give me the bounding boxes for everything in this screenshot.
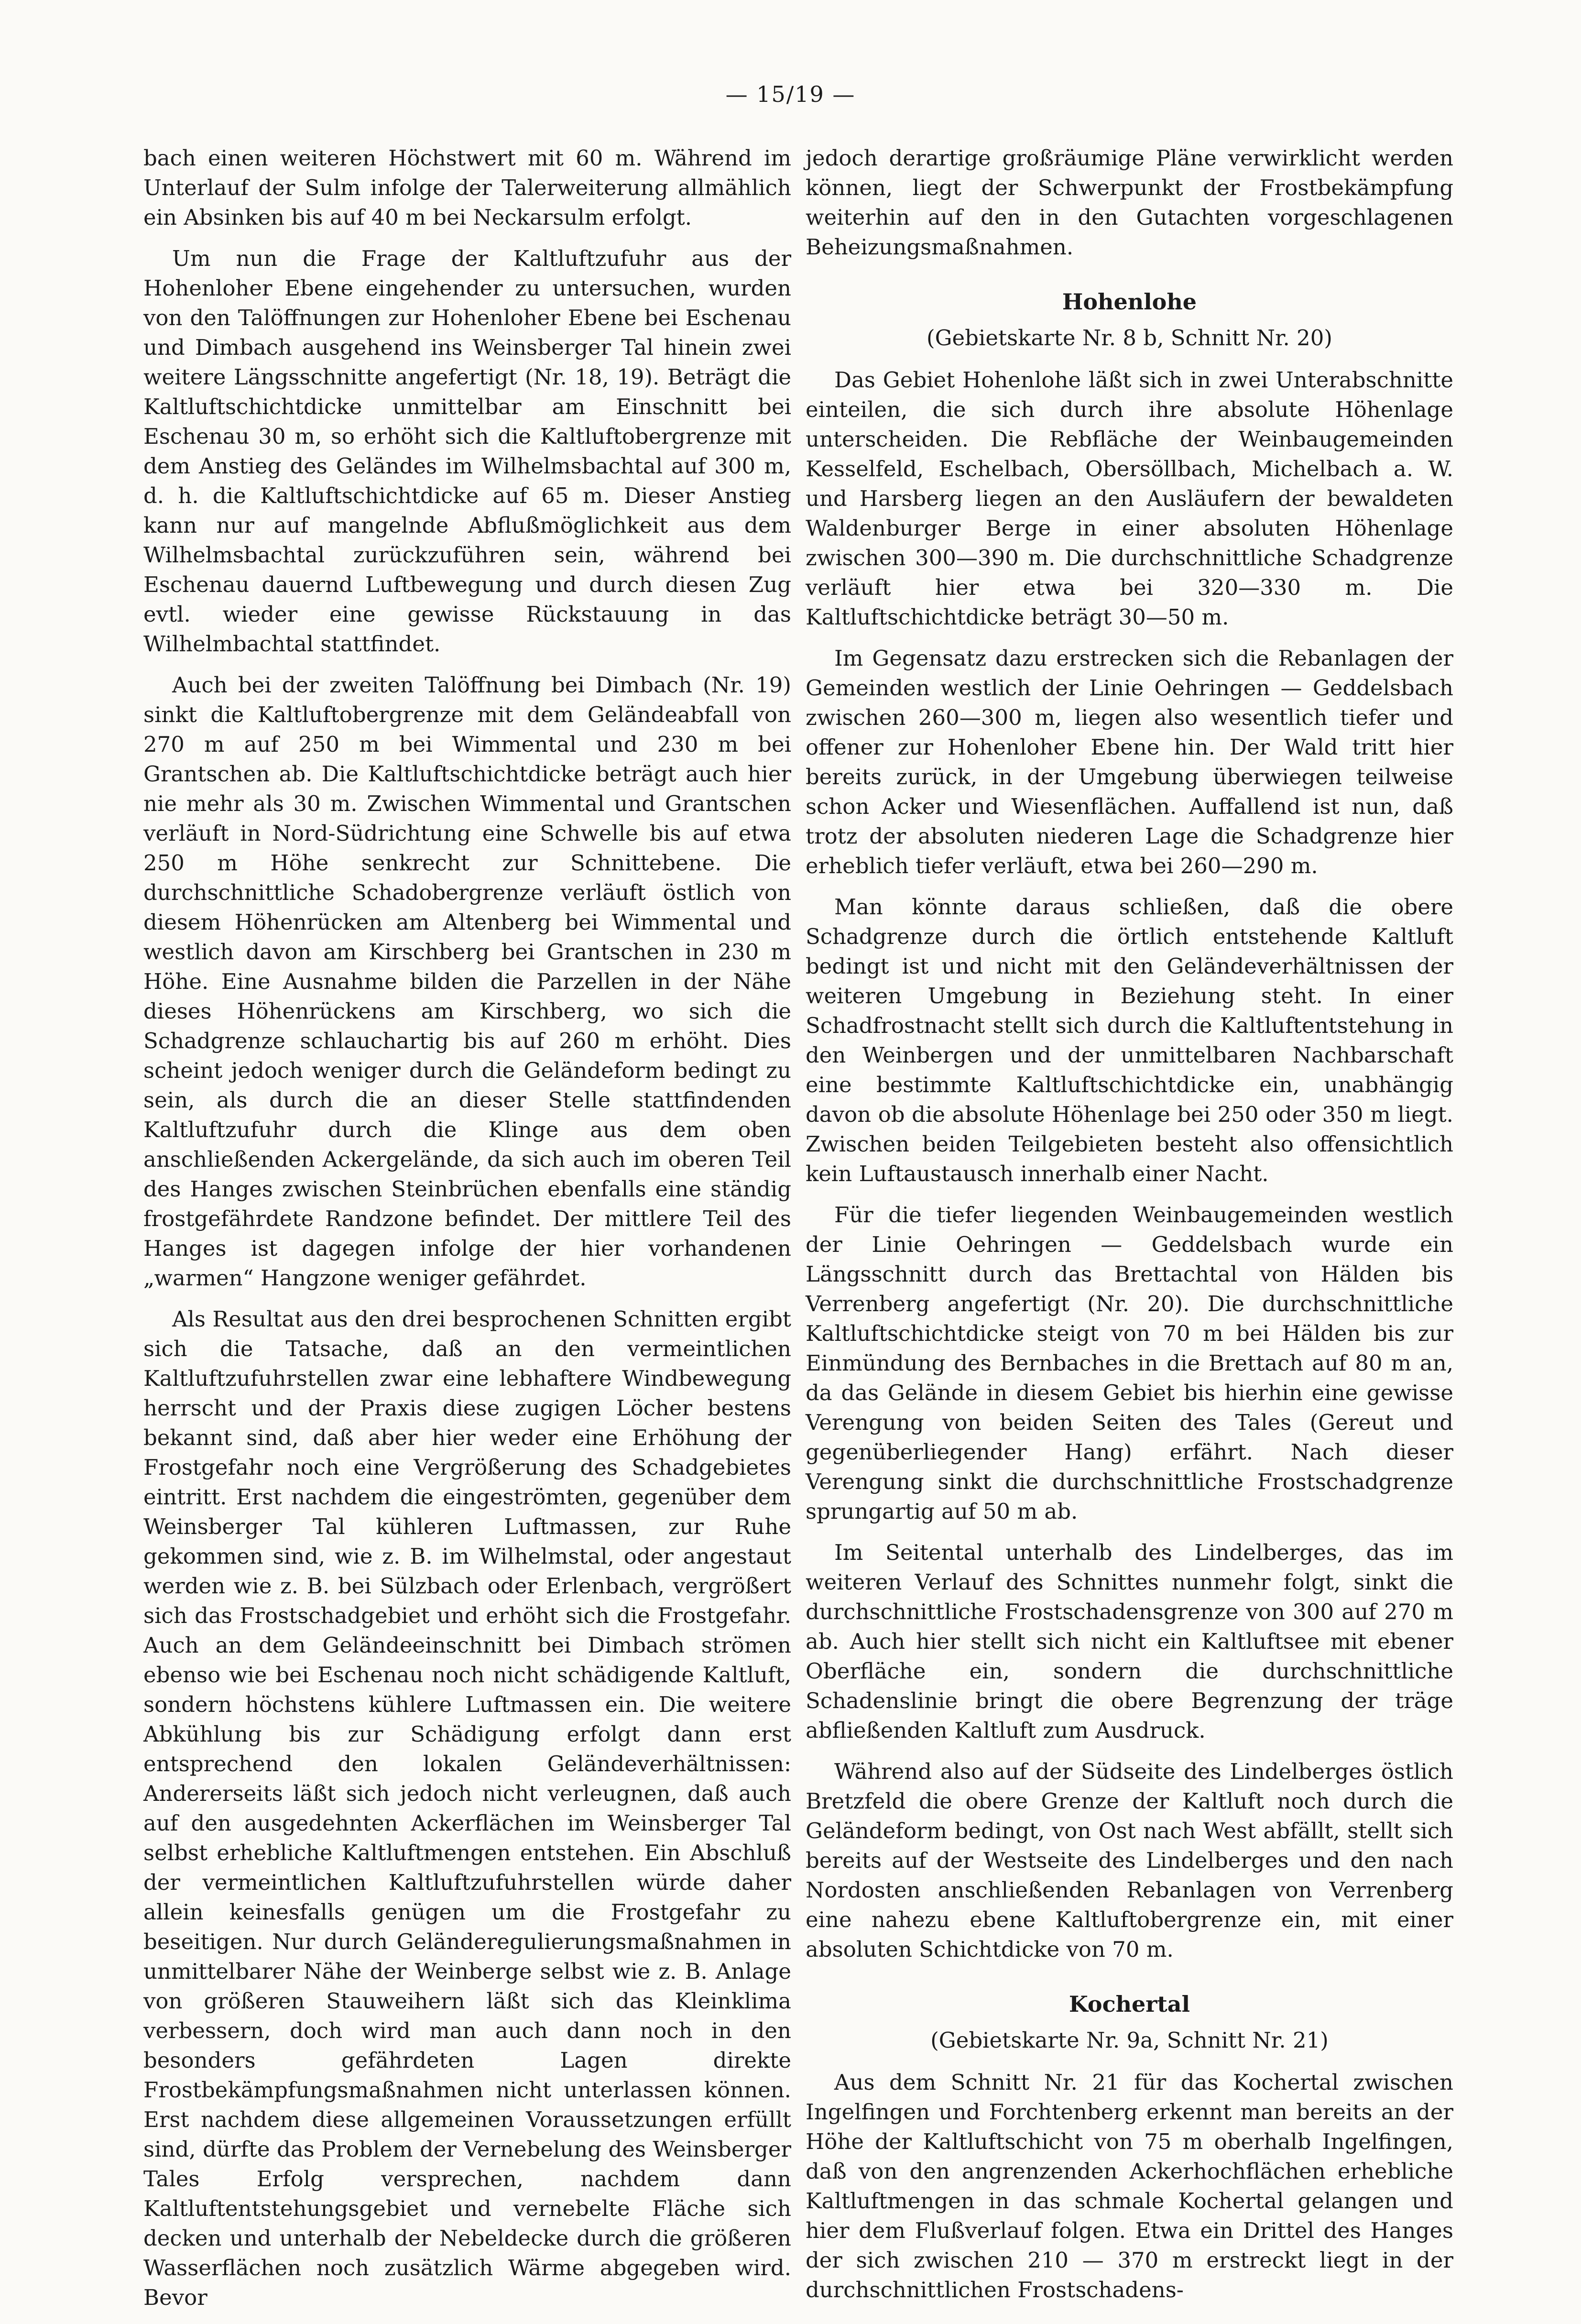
paragraph: Für die tiefer liegenden Weinbaugemeinden westlich der Linie Oehringen — Geddelsbach wurde ein Längsschnitt durch das Brettachtal von Hälden bis Verrenberg angefertigt (Nr. 20). Die durchschnittliche Kaltluftschichtdicke steigt von 70 m bei Hälden bis zur Einmündung des Bernbaches in die Brettach auf 80 m an, da das Gelände in diesem Gebiet bis hierhin eine gewisse Verengung von beiden Seiten des Tales (Gereut und gegenüberliegender Hang) erfährt. Nach dieser Verengung sinkt die durchschnittliche Frostschadgrenze sprungartig auf 50 m ab.: [806, 1202, 1453, 1524]
paragraph: Das Gebiet Hohenlohe läßt sich in zwei Unterabschnitte einteilen, die sich durch ihre absolute Höhenlage unterscheiden. Die Rebfläche der Weinbaugemeinden Kesselfeld, Eschelbach, Obersöllbach, Michelbach a. W. und Harsberg liegen an den Ausläufern der bewaldeten Waldenburger Berge in einer absoluten Höhenlage zwischen 300—390 m. Die durchschnittliche Schadgrenze verläuft hier etwa bei 320—330 m. Die Kaltluftschichtdicke beträgt 30—50 m.: [806, 367, 1453, 630]
section-heading-kochertal: Kochertal: [1069, 1991, 1190, 2017]
paragraph: Auch bei der zweiten Talöffnung bei Dimbach (Nr. 19) sinkt die Kaltluftobergrenze mit dem Geländeabfall von 270 m auf 250 m bei Wimmental und 230 m bei Grantschen ab. Die Kaltluftschichtdicke beträgt auch hier nie mehr als 30 m. Zwischen Wimmental und Grantschen verläuft in Nord-Südrichtung eine Schwelle bis auf etwa 250 m Höhe senkrecht zur Schnittebene. Die durchschnittliche Schadobergrenze verläuft östlich von diesem Höhenrücken am Altenberg bei Wimmental und westlich davon am Kirschberg bei Grantschen in 230 m Höhe. Eine Ausnahme bilden die Parzellen in der Nähe dieses Höhenrückens am Kirschberg, wo sich die Schadgrenze schlauchartig bis auf 260 m erhöht. Dies scheint jedoch weniger durch die Geländeform bedingt zu sein, als durch die an dieser Stelle stattfindenden Kaltluftzufuhr durch die Klinge aus dem oben anschließenden Ackergelände, da sich auch im oberen Teil des Hanges zwischen Steinbrüchen ebenfalls eine ständig frostgefährdete Randzone befindet. Der mittlere Teil des Hanges ist dagegen infolge der hier vorhandenen „warmen“ Hangzone weniger gefährdet.: [143, 672, 791, 1291]
paragraph: Man könnte daraus schließen, daß die obere Schadgrenze durch die örtlich entstehende Kaltluft bedingt ist und nicht mit den Geländeverhältnissen der weiteren Umgebung in Beziehung steht. In einer Schadfrostnacht stellt sich durch die Kaltluftentstehung in den Weinbergen und der unmittelbaren Nachbarschaft eine bestimmte Kaltluftschichtdicke ein, unabhängig davon ob die absolute Höhenlage bei 250 oder 350 m liegt. Zwischen beiden Teilgebieten besteht also offensichtlich kein Luftaustausch innerhalb einer Nacht.: [806, 894, 1453, 1186]
section-subtitle-hohenlohe: (Gebietskarte Nr. 8 b, Schnitt Nr. 20): [927, 325, 1332, 351]
paragraph: Während also auf der Südseite des Lindelberges östlich Bretzfeld die obere Grenze der Kaltluft noch durch die Geländeform bedingt, von Ost nach West abfällt, stellt sich bereits auf der Westseite des Lindelberges und den nach Nordosten anschließenden Rebanlagen von Verrenberg eine nahezu ebene Kaltluftobergrenze ein, mit einer absoluten Schichtdicke von 70 m.: [806, 1759, 1453, 1962]
right-column: [806, 143, 1453, 2316]
paragraph: Im Seitental unterhalb des Lindelberges, das im weiteren Verlauf des Schnittes nunmehr folgt, sinkt die durchschnittliche Frostschadensgrenze von 300 auf 270 m ab. Auch hier stellt sich nicht ein Kaltluftsee mit ebener Oberfläche ein, sondern die durchschnittliche Schadenslinie bringt die obere Begrenzung der träge abfließenden Kaltluft zum Ausdruck.: [806, 1540, 1453, 1743]
page-number: — 15/19 —: [725, 81, 856, 107]
section-subtitle-kochertal: (Gebietskarte Nr. 9a, Schnitt Nr. 21): [930, 2028, 1329, 2053]
section-heading-hohenlohe: Hohenlohe: [1062, 289, 1197, 315]
paragraph: jedoch derartige großräumige Pläne verwirklicht werden können, liegt der Schwerpunkt der Frostbekämpfung weiterhin auf den in den Gutachten vorgeschlagenen Beheizungsmaßnahmen.: [806, 145, 1453, 260]
paragraph: Aus dem Schnitt Nr. 21 für das Kochertal zwischen Ingelfingen und Forchtenberg erkennt man bereits an der Höhe der Kaltluftschicht von 75 m oberhalb Ingelfingen, daß von den angrenzenden Ackerhochflächen erhebliche Kaltluftmengen in das schmale Kochertal gelangen und hier dem Flußverlauf folgen. Etwa ein Drittel des Hanges der sich zwischen 210 — 370 m erstreckt liegt in der durchschnittlichen Frostschadens-: [806, 2070, 1453, 2302]
left-column: [143, 143, 791, 2324]
paragraph: Als Resultat aus den drei besprochenen Schnitten ergibt sich die Tatsache, daß an den vermeintlichen Kaltluftzufuhrstellen zwar eine lebhaftere Windbewegung herrscht und der Praxis diese zugigen Löcher bestens bekannt sind, daß aber hier weder eine Erhöhung der Frostgefahr noch eine Vergrößerung des Schadgebietes eintritt. Erst nachdem die eingeströmten, gegenüber dem Weinsberger Tal kühleren Luftmassen, zur Ruhe gekommen sind, wie z. B. im Wilhelmstal, oder angestaut werden wie z. B. bei Sülzbach oder Erlenbach, vergrößert sich das Frostschadgebiet und erhöht sich die Frostgefahr. Auch an dem Geländeeinschnitt bei Dimbach strömen ebenso wie bei Eschenau noch nicht schädigende Kaltluft, sondern höchstens kühlere Luftmassen ein. Die weitere Abkühlung bis zur Schädigung erfolgt dann erst entsprechend den lokalen Geländeverhältnissen: Andererseits läßt sich jedoch nicht verleugnen, daß auch auf den ausgedehnten Ackerflächen im Weinsberger Tal selbst erhebliche Kaltluftmengen entstehen. Ein Abschluß der vermeintlichen Kaltluftzufuhrstellen würde daher allein keinesfalls genügen um die Frostgefahr zu beseitigen. Nur durch Geländeregulierungsmaßnahmen in unmittelbarer Nähe der Weinberge selbst wie z. B. Anlage von größeren Stauweihern läßt sich das Kleinklima verbessern, doch wird man auch dann noch in den besonders gefährdeten Lagen direkte Frostbekämpfungsmaßnahmen nicht unterlassen können. Erst nachdem diese allgemeinen Voraussetzungen erfüllt sind, dürfte das Problem der Vernebelung des Weinsberger Tales Erfolg versprechen, nachdem dann Kaltluftentstehungsgebiet und vernebelte Fläche sich decken und unterhalb der Nebeldecke durch die größeren Wasserflächen noch zusätzlich Wärme abgegeben wird. Bevor: [143, 1306, 791, 2310]
paragraph: Im Gegensatz dazu erstrecken sich die Rebanlagen der Gemeinden westlich der Linie Oehringen — Geddelsbach zwischen 260—300 m, liegen also wesentlich tiefer und offener zur Hohenloher Ebene hin. Der Wald tritt hier bereits zurück, in der Umgebung überwiegen teilweise schon Acker und Wiesenflächen. Auffallend ist nun, daß trotz der absoluten niederen Lage die Schadgrenze hier erheblich tiefer verläuft, etwa bei 260—290 m.: [806, 646, 1453, 878]
paragraph: bach einen weiteren Höchstwert mit 60 m. Während im Unterlauf der Sulm infolge der Talerweiterung allmählich ein Absinken bis auf 40 m bei Neckarsulm erfolgt.: [143, 145, 791, 230]
paragraph: Um nun die Frage der Kaltluftzufuhr aus der Hohenloher Ebene eingehender zu untersuchen, wurden von den Talöffnungen zur Hohenloher Ebene bei Eschenau und Dimbach ausgehend ins Weinsberger Tal hinein zwei weitere Längsschnitte angefertigt (Nr. 18, 19). Beträgt die Kaltluftschichtdicke unmittelbar am Einschnitt bei Eschenau 30 m, so erhöht sich die Kaltluftobergrenze mit dem Anstieg des Geländes im Wilhelmsbachtal auf 300 m, d. h. die Kaltluftschichtdicke auf 65 m. Dieser Anstieg kann nur auf mangelnde Abflußmöglichkeit aus dem Wilhelmsbachtal zurückzuführen sein, während bei Eschenau dauernd Luftbewegung und durch diesen Zug evtl. wieder eine gewisse Rückstauung in das Wilhelmbachtal stattfindet.: [143, 246, 791, 657]
